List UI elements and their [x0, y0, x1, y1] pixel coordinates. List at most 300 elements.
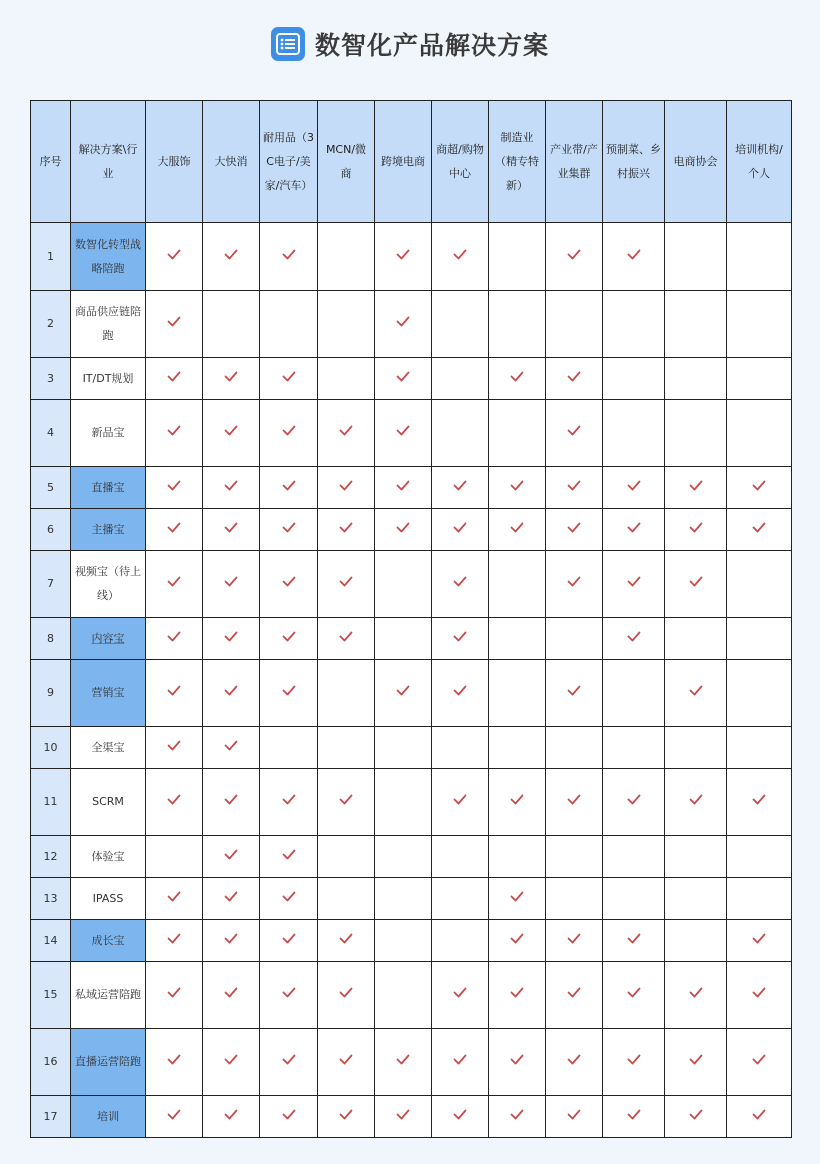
empty-cell [489, 551, 546, 618]
check-cell [665, 551, 727, 618]
checkmark-icon [224, 632, 238, 645]
checkmark-icon [167, 372, 181, 385]
check-cell [727, 769, 792, 836]
row-index: 14 [31, 920, 71, 962]
checkmark-icon [627, 1055, 641, 1068]
solution-name: 成长宝 [71, 920, 146, 962]
checkmark-icon [167, 988, 181, 1001]
check-cell [318, 920, 375, 962]
checkmark-icon [689, 1055, 703, 1068]
checkmark-icon [167, 317, 181, 330]
check-cell [727, 467, 792, 509]
checkmark-icon [167, 577, 181, 590]
column-header: 制造业（精专特新） [489, 101, 546, 223]
row-index: 12 [31, 836, 71, 878]
table-row [31, 836, 792, 878]
check-cell [318, 1096, 375, 1138]
table-row [31, 400, 792, 467]
check-cell [432, 1096, 489, 1138]
checkmark-icon [339, 632, 353, 645]
row-index: 5 [31, 467, 71, 509]
empty-cell [203, 291, 260, 358]
checkmark-icon [339, 934, 353, 947]
empty-cell [727, 291, 792, 358]
empty-cell [546, 618, 603, 660]
check-cell [375, 467, 432, 509]
checkmark-icon [167, 250, 181, 263]
checkmark-icon [689, 523, 703, 536]
checkmark-icon [339, 426, 353, 439]
checkmark-icon [689, 795, 703, 808]
row-index: 9 [31, 660, 71, 727]
table-row [31, 660, 792, 727]
check-cell [203, 551, 260, 618]
empty-cell [318, 223, 375, 291]
check-cell [432, 467, 489, 509]
checkmark-icon [224, 523, 238, 536]
checkmark-icon [453, 988, 467, 1001]
checkmark-icon [510, 481, 524, 494]
empty-cell [375, 769, 432, 836]
checkmark-icon [224, 988, 238, 1001]
checkmark-icon [339, 988, 353, 1001]
checkmark-icon [567, 577, 581, 590]
check-cell [318, 551, 375, 618]
checkmark-icon [396, 1055, 410, 1068]
checkmark-icon [282, 250, 296, 263]
check-cell [665, 660, 727, 727]
empty-cell [727, 660, 792, 727]
table-row [31, 727, 792, 769]
empty-cell [375, 551, 432, 618]
checkmark-icon [567, 686, 581, 699]
checkmark-icon [167, 795, 181, 808]
check-cell [603, 551, 665, 618]
solution-name: 体验宝 [71, 836, 146, 878]
check-cell [665, 509, 727, 551]
empty-cell [489, 400, 546, 467]
empty-cell [603, 836, 665, 878]
check-cell [260, 962, 318, 1029]
checkmark-icon [224, 892, 238, 905]
solution-name: 商品供应链陪跑 [71, 291, 146, 358]
check-cell [432, 769, 489, 836]
solution-industry-matrix [30, 100, 792, 1138]
check-cell [546, 358, 603, 400]
row-index: 15 [31, 962, 71, 1029]
check-cell [375, 291, 432, 358]
solution-name: SCRM [71, 769, 146, 836]
row-index: 8 [31, 618, 71, 660]
empty-cell [375, 727, 432, 769]
checkmark-icon [627, 795, 641, 808]
empty-cell [489, 660, 546, 727]
empty-cell [665, 223, 727, 291]
checkmark-icon [339, 523, 353, 536]
empty-cell [489, 836, 546, 878]
empty-cell [260, 291, 318, 358]
empty-cell [146, 836, 203, 878]
checkmark-icon [689, 577, 703, 590]
check-cell [489, 1029, 546, 1096]
check-cell [318, 962, 375, 1029]
check-cell [432, 660, 489, 727]
table-row [31, 618, 792, 660]
check-cell [489, 358, 546, 400]
column-header: 大服饰 [146, 101, 203, 223]
checkmark-icon [510, 1055, 524, 1068]
check-cell [546, 769, 603, 836]
check-cell [727, 1029, 792, 1096]
table-row [31, 291, 792, 358]
checkmark-icon [510, 372, 524, 385]
check-cell [603, 962, 665, 1029]
check-cell [489, 769, 546, 836]
checkmark-icon [567, 372, 581, 385]
empty-cell [603, 400, 665, 467]
empty-cell [546, 836, 603, 878]
check-cell [432, 223, 489, 291]
checkmark-icon [510, 934, 524, 947]
empty-cell [432, 400, 489, 467]
checkmark-icon [627, 934, 641, 947]
solution-name: 视频宝（待上线） [71, 551, 146, 618]
solution-name: 直播运营陪跑 [71, 1029, 146, 1096]
checkmark-icon [752, 795, 766, 808]
check-cell [318, 400, 375, 467]
check-cell [665, 1029, 727, 1096]
checkmark-icon [339, 481, 353, 494]
check-cell [260, 551, 318, 618]
check-cell [489, 467, 546, 509]
check-cell [146, 920, 203, 962]
checkmark-icon [689, 1110, 703, 1123]
checkmark-icon [627, 481, 641, 494]
checkmark-icon [627, 250, 641, 263]
solution-name: 新品宝 [71, 400, 146, 467]
check-cell [375, 1029, 432, 1096]
empty-cell [375, 962, 432, 1029]
check-cell [489, 509, 546, 551]
check-cell [375, 358, 432, 400]
row-index: 1 [31, 223, 71, 291]
checkmark-icon [567, 1110, 581, 1123]
row-index: 6 [31, 509, 71, 551]
checkmark-icon [510, 1110, 524, 1123]
check-cell [203, 509, 260, 551]
check-cell [203, 962, 260, 1029]
check-cell [727, 509, 792, 551]
check-cell [318, 1029, 375, 1096]
solution-name: 数智化转型战略陪跑 [71, 223, 146, 291]
checkmark-icon [627, 523, 641, 536]
empty-cell [489, 223, 546, 291]
checkmark-icon [224, 1110, 238, 1123]
checkmark-icon [282, 426, 296, 439]
check-cell [665, 467, 727, 509]
table-row [31, 509, 792, 551]
checkmark-icon [567, 988, 581, 1001]
checkmark-icon [752, 934, 766, 947]
check-cell [203, 660, 260, 727]
check-cell [375, 1096, 432, 1138]
empty-cell [727, 836, 792, 878]
empty-cell [603, 291, 665, 358]
check-cell [146, 358, 203, 400]
solution-name: 主播宝 [71, 509, 146, 551]
check-cell [260, 878, 318, 920]
check-cell [603, 509, 665, 551]
checkmark-icon [567, 1055, 581, 1068]
check-cell [665, 962, 727, 1029]
empty-cell [546, 878, 603, 920]
empty-cell [603, 878, 665, 920]
check-cell [146, 618, 203, 660]
check-cell [146, 962, 203, 1029]
checkmark-icon [282, 372, 296, 385]
check-cell [727, 1096, 792, 1138]
checkmark-icon [396, 426, 410, 439]
column-header: 商超/购物中心 [432, 101, 489, 223]
check-cell [203, 1029, 260, 1096]
empty-cell [318, 878, 375, 920]
row-index: 4 [31, 400, 71, 467]
check-cell [260, 509, 318, 551]
check-cell [260, 1096, 318, 1138]
column-header: 大快消 [203, 101, 260, 223]
checkmark-icon [396, 372, 410, 385]
solution-name: IPASS [71, 878, 146, 920]
checkmark-icon [567, 523, 581, 536]
check-cell [203, 836, 260, 878]
check-cell [727, 962, 792, 1029]
checkmark-icon [752, 1110, 766, 1123]
checkmark-icon [282, 934, 296, 947]
solution-name: 营销宝 [71, 660, 146, 727]
solution-name: IT/DT规划 [71, 358, 146, 400]
solution-name: 私域运营陪跑 [71, 962, 146, 1029]
checkmark-icon [282, 577, 296, 590]
check-cell [375, 660, 432, 727]
check-cell [603, 1029, 665, 1096]
checkmark-icon [396, 250, 410, 263]
checkmark-icon [224, 686, 238, 699]
empty-cell [375, 920, 432, 962]
checkmark-icon [282, 481, 296, 494]
empty-cell [318, 836, 375, 878]
checkmark-icon [396, 317, 410, 330]
checkmark-icon [510, 795, 524, 808]
column-header: MCN/微商 [318, 101, 375, 223]
empty-cell [375, 618, 432, 660]
column-header: 预制菜、乡村振兴 [603, 101, 665, 223]
check-cell [603, 920, 665, 962]
check-cell [432, 551, 489, 618]
empty-cell [665, 727, 727, 769]
checkmark-icon [167, 1110, 181, 1123]
empty-cell [432, 727, 489, 769]
column-header: 产业带/产业集群 [546, 101, 603, 223]
check-cell [146, 1029, 203, 1096]
table-row [31, 551, 792, 618]
checkmark-icon [689, 481, 703, 494]
empty-cell [318, 358, 375, 400]
checkmark-icon [627, 632, 641, 645]
check-cell [318, 509, 375, 551]
check-cell [260, 400, 318, 467]
row-index: 16 [31, 1029, 71, 1096]
checkmark-icon [282, 795, 296, 808]
checkmark-icon [224, 934, 238, 947]
check-cell [489, 920, 546, 962]
check-cell [665, 769, 727, 836]
check-cell [546, 660, 603, 727]
empty-cell [318, 660, 375, 727]
page-header [0, 22, 820, 66]
row-index: 2 [31, 291, 71, 358]
checkmark-icon [282, 988, 296, 1001]
row-index: 11 [31, 769, 71, 836]
column-header: 耐用品（3C电子/美家/汽车） [260, 101, 318, 223]
check-cell [260, 358, 318, 400]
check-cell [203, 1096, 260, 1138]
table-row [31, 1029, 792, 1096]
empty-cell [665, 400, 727, 467]
table-row [31, 769, 792, 836]
empty-cell [432, 358, 489, 400]
checkmark-icon [453, 1055, 467, 1068]
empty-cell [318, 291, 375, 358]
empty-cell [489, 727, 546, 769]
check-cell [546, 1029, 603, 1096]
check-cell [260, 467, 318, 509]
check-cell [260, 223, 318, 291]
checkmark-icon [396, 481, 410, 494]
checkmark-icon [510, 988, 524, 1001]
empty-cell [318, 727, 375, 769]
check-cell [146, 509, 203, 551]
checkmark-icon [224, 372, 238, 385]
check-cell [489, 1096, 546, 1138]
check-cell [203, 769, 260, 836]
column-header: 跨境电商 [375, 101, 432, 223]
check-cell [603, 618, 665, 660]
checkmark-icon [567, 426, 581, 439]
empty-cell [727, 358, 792, 400]
check-cell [432, 962, 489, 1029]
checkmark-icon [752, 1055, 766, 1068]
checkmark-icon [167, 523, 181, 536]
table-row [31, 223, 792, 291]
check-cell [546, 400, 603, 467]
checkmark-icon [752, 523, 766, 536]
empty-cell [546, 291, 603, 358]
empty-cell [603, 660, 665, 727]
column-header: 培训机构/个人 [727, 101, 792, 223]
check-cell [318, 467, 375, 509]
checkmark-icon [510, 523, 524, 536]
checkmark-icon [752, 481, 766, 494]
check-cell [489, 878, 546, 920]
empty-cell [432, 878, 489, 920]
check-cell [432, 618, 489, 660]
empty-cell [489, 291, 546, 358]
column-header: 电商协会 [665, 101, 727, 223]
checkmark-icon [627, 988, 641, 1001]
check-cell [260, 1029, 318, 1096]
check-cell [546, 962, 603, 1029]
check-cell [432, 1029, 489, 1096]
check-cell [146, 727, 203, 769]
solution-name: 培训 [71, 1096, 146, 1138]
checkmark-icon [224, 795, 238, 808]
row-index: 13 [31, 878, 71, 920]
check-cell [546, 509, 603, 551]
checkmark-icon [167, 686, 181, 699]
row-index: 7 [31, 551, 71, 618]
empty-cell [432, 920, 489, 962]
checkmark-icon [339, 1110, 353, 1123]
checkmark-icon [627, 577, 641, 590]
checkmark-icon [167, 1055, 181, 1068]
check-cell [146, 1096, 203, 1138]
checkmark-icon [167, 741, 181, 754]
check-cell [203, 223, 260, 291]
checkmark-icon [167, 426, 181, 439]
empty-cell [665, 920, 727, 962]
checkmark-icon [510, 892, 524, 905]
checkmark-icon [567, 934, 581, 947]
check-cell [203, 400, 260, 467]
empty-cell [727, 551, 792, 618]
check-cell [727, 920, 792, 962]
check-cell [375, 509, 432, 551]
check-cell [146, 400, 203, 467]
checkmark-icon [752, 988, 766, 1001]
checkmark-icon [224, 1055, 238, 1068]
empty-cell [727, 223, 792, 291]
empty-cell [603, 358, 665, 400]
checkmark-icon [627, 1110, 641, 1123]
checkmark-icon [567, 250, 581, 263]
check-cell [146, 467, 203, 509]
check-cell [375, 223, 432, 291]
page-title: 数智化产品解决方案 [314, 31, 549, 60]
checkmark-icon [282, 523, 296, 536]
checkmark-icon [453, 1110, 467, 1123]
table-row [31, 358, 792, 400]
empty-cell [546, 727, 603, 769]
empty-cell [432, 291, 489, 358]
checkmark-icon [167, 632, 181, 645]
checkmark-icon [453, 523, 467, 536]
check-cell [546, 920, 603, 962]
check-cell [146, 223, 203, 291]
checkmark-icon [396, 1110, 410, 1123]
check-cell [260, 618, 318, 660]
empty-cell [727, 618, 792, 660]
check-cell [318, 769, 375, 836]
row-index: 17 [31, 1096, 71, 1138]
check-cell [603, 1096, 665, 1138]
column-header: 解决方案\行业 [71, 101, 146, 223]
empty-cell [665, 291, 727, 358]
check-cell [146, 291, 203, 358]
checkmark-icon [167, 892, 181, 905]
empty-cell [665, 836, 727, 878]
checkmark-icon [224, 741, 238, 754]
check-cell [489, 962, 546, 1029]
